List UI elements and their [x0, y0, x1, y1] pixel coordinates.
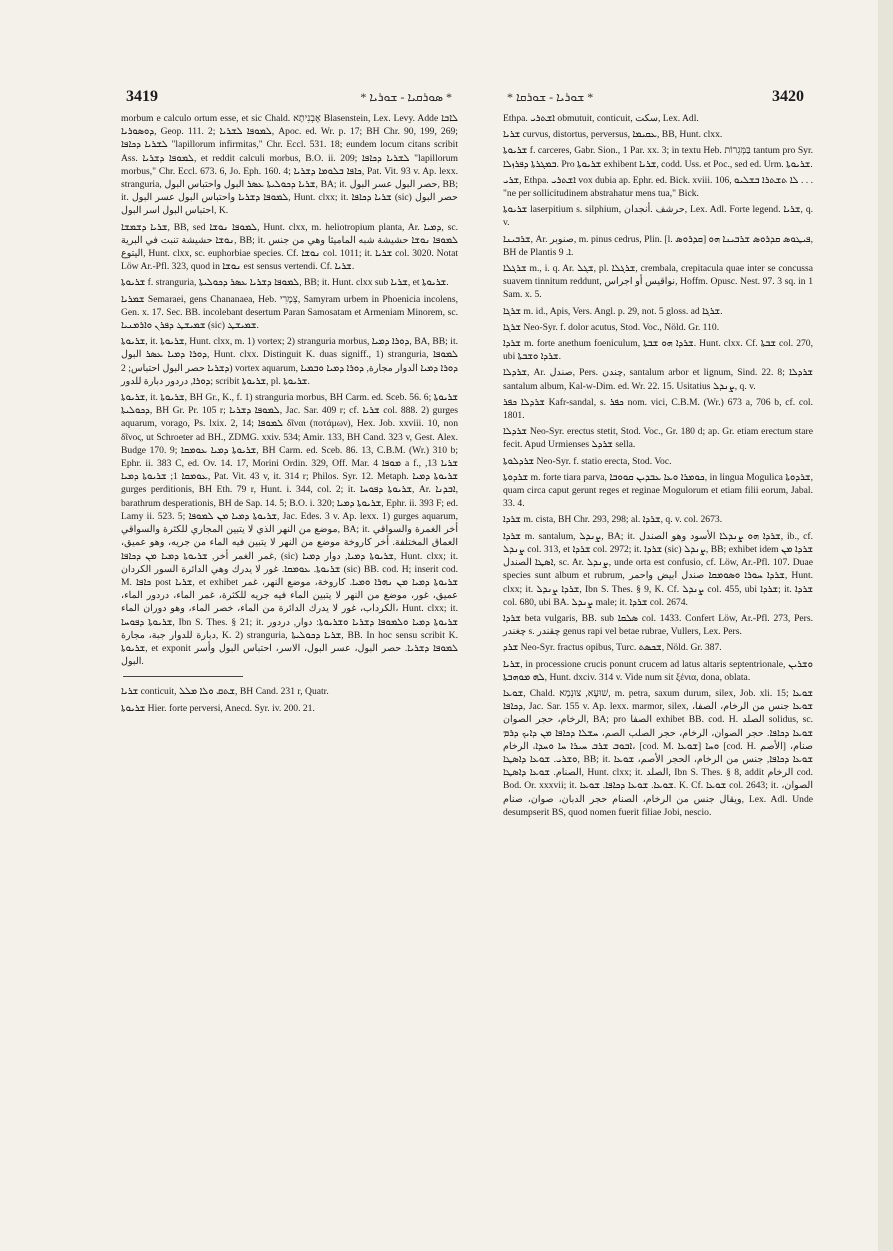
entry: ܫܪܕܠܐ Neo-Syr. erectus stetit, Stod. Voc., Gr. 180 d; ap. Gr. etiam erectum stare fecit. Apud Urmienses ܫܪܕܠ sella. [503, 426, 813, 451]
entry: ܫܪܕܐ m. cista, BH Chr. 293, 298; al. ܫܪܕܐ, q. v. col. 2673. [503, 514, 723, 526]
page-edge [878, 0, 893, 1251]
entry: ܫܪܝܐ ܕܫܡܫܐ, BB, sed ܠܡܘܦܐ ܢܘܫܐ, Hunt. clxx, m. heliotropium planta, Ar. ܕܡܝܐ, sc. ܢܘܫܐ حشيشة تنبت في البرية, BB; it. ܠܡܘܦܐ ܢܘܫܐ حشيشة شبه الماميثا وهي من جنس اليتوع, Hunt. clxx, sc. euphorbiae species. Cf. ܢܘܫܐ col. 1011; it. ܫܪܝܐ col. 3020. Notat Löw Ar.-Pfl. 323, quod in ܢܘܫܐ est sensus vertendi. Cf. ܫܪܝܐ. [121, 221, 458, 273]
entry: ܫܪܝܐ, in processione crucis ponunt crucem ad latus altaris septentrionale, ܘܫܪܝܢ ܠܗ ܡܘܗܒܬܐ, Hunt. dxciv. 314 v. Vide num sit ξένια, dona, oblata. [503, 658, 813, 683]
entry: ܫܪܝܘܬܐ f. carceres, Gabr. Sion., 1 Par. xx. 3; in textu Heb. בַּמְּגֵרוֹת tantum pro Syr. ܒܡܓܪܬܐ ܕܦܪܙܠܐ. Pro ܫܪܝܘܬܐ exhibent ܫܪܝܐ, codd. Uss. et Poc., sed ed. Urm. ܫܪܝܘܬܐ. [503, 145, 814, 170]
entry: ܫܪܕܠܐ ܟܦܪ Kafr-sandal, s. ܟܦܪ nom. vici, C.B.M. (Wr.) 673 a, 706 b, cf. col. 1801. [503, 396, 813, 422]
right-column [503, 112, 813, 822]
entry: morbum e calculo ortum esse, et sic Chald. אֶבְנִיתָא Blasenstein, Lex. Levy. Adde ܠܐܒܐ ܕܘܣܘܪܝܐ, Geop. 111. 2; ܠܡܘܦܐ ܠܫܪܝܐ, Apoc. ed. Wr. p. 17; BH Chr. 90, 199, 269; ܠܫܪܝܐ ܕܟܐܦܐ "lapillorum infirmitas," Chr. Eccl. 531. 18; eundem locum citans scribit Ass. ܠܡܘܦܐ ܕܫܪܝܐ, et reddit calculi morbus, B.O. ii. 209; ܠܫܪܝܐ ܕܟܐܦܐ "lapillorum morbus," Chr. Eccl. 673. 6, Jo. Eph. 160. 4; ܟܐܦܐ ܒܠܘܡܐ ܕܫܪܝܐ, Pat. Vit. 93 v. Ap. lexx. stranguria, ܫܪܝܐ ܕܟܘܠܝܬܐ ܥܣܪ البول واحتباس البول, BA; it. حصر البول عسر البول, BB; it. ܠܡܘܦܐ ܕܫܪܝܐ واحتباس البول عسر البول, Hunt. clxx; it. ܫܪܝܐ ܕܟܐܦܐ (sic) حصر البول احتباس البول اسر البول, K. [121, 113, 459, 217]
entry: ܫܡܪܝܐ Semaraei, gens Chananaea, Heb. צְמָרִי, Samyram urbem in Phoenicia incolens, Gen. x. 17. Sec. BB. incolebant desertum Paran Samosatam et Armeniam Minorem, sc. ܫܡܝܫܛ ܕܦܪܢ ܘܐܪܡܢܝܐ (sic) ܫܡܝܫܛ. [121, 293, 458, 332]
entry: ܫܪܓܠܐ m., i. q. Ar. ܫܓܠ, pl. ܫܪܓܠܐ, crembala, crepitacula quae inter se concussa suavem tinnitum reddunt, نواقيس أو اجراس, Hoffm. Opusc. Nest. 97. 3 sq. in 1 Sam. x. 5. [503, 263, 814, 301]
right-running-title: * ܫܘܪܝܐ - ܫܘܪܩܐ * [507, 89, 594, 104]
entry: ܫܪܒܝܢܐ, Ar. صنوبر, m. pinus cedrus, Plin. [l. ܩܕܪܘܣ] ܦܝܛܘܣ ܩܕܪܘܣ ܫܪܒܝܢܐ ܗܘ, BH de Plantis ܐ. 9. [503, 233, 814, 258]
left-running-title: * ܣܘܪܩܝܐ - ܫܘܪܝܐ * [360, 89, 452, 104]
entry: ܫܪܝܘܬܐ, it. ܫܪܝܘܬܐ, Hunt. clxx, m. 1) vortex; 2) stranguria morbus, ܕܘܪܐ ܕܡܝܐ, BA, BB; it. ܕܘܪܐ ܕܡܝܐ ܥܣܪ البول, Hunt. clxx. Distinguit K. duas signiff., 1) stranguria, ܠܡܘܦܐ ܕܫܪܝܐ حصر البول احتباس; 2) vortex aquarum, ܕܘܪܐ ܕܡܝܐ الدوار مجارة, ܕܘܪܐ ܕܡܝܐ ܘܒܡܝܐ ܕܘܪܐ, دردور دبارة للدور; scribit ܫܪܝܘܬܐ, pl. ܫܪܝܘܬܐ. [121, 336, 459, 387]
entry: ܫܪܕܐ m. forte anethum foeniculum, ܫܪܕܐ ܗܘ ܫܒܬܐ. Hunt. clxx. Cf. ܫܒܬܐ col. 270, ubi ܫܪܕܐ ܘܫܒܬܐ. [503, 338, 813, 363]
left-column [121, 112, 458, 718]
left-page-header [126, 88, 452, 106]
entry: ܫܪܕ Neo-Syr. fractus opibus, Turc. ܫܟܣܬ, Nöld. Gr. 387. [503, 642, 722, 654]
section-divider [123, 676, 243, 677]
entry: ܫܪܕܐ beta vulgaris, BB. sub ܣܠܩܐ col. 1433. Confert Löw, Ar.-Pfl. 273, Pers. چغندر s. چقندر genus rapi vel betae rubrae, Vullers, Lex. Pers. [503, 612, 813, 638]
entry: ܫܘܥܐ, Chald. שׁוּעָא, צוּנְמָא, m. petra, saxum durum, silex, Job. xli. 15; ܫܘܥܐ ܕܟܐܦܐ, Jac. Sar. 155 v. Ap. lexx. marmor, silex, ܫܘܥܐ جنس من الرخام، الصفا، الرخام، حجر الصوان, BA; pro الصفا exhibet BB. cod. H. الصلد solidus, sc. ܫܘܥܐ ܕܟܐܦܐ. حجر الصوان، الرخام، حجر الصلب الصم، ܚܫܠܐ ܕܟܐܦܐ ܡܢ ܕܐܝܟ ܕܪܡ ܐܒܘܒ ܫܪܒ ܚܝܪܐ ܚܐ ܘܚܕܐ، الرخام، [cod. M. ܫܘܥܐ] ܘܚܐ [cod. H. الأصم] صنام، ܘܫܪܝ. ܫܘܥܐ ܕܐܣܛܐ, BB; it. ܫܘܥܐ ܕܟܐܦܐ, جنس من الرخام، الحجر الأصم، ܫܘܥܐ الصنام. ܫܘܥܐ ܕܐܣܛܐ, Hunt. clxx; it. الصلد, Ibn S. Thes. § 8, addit الرخام cod. Bod. Or. xxxvii; it. ܫܘܥܐ. ܫܘܥܐ ܕܟܐܦܐ. ܫܘܥܐ. K. Cf. ܫܘܥܐ col. 2643; it. الصوان، ويقال جنس من الرخام، الصنام حجر الدبان، صوان، صنام, Lex. Adl. Unde desumpserit BS, quod nomen fuerit filiae Jobi, nescio. [503, 687, 814, 818]
right-page-header [507, 88, 804, 106]
entry: ܫܪܕܠܐ, Ar. صندل, Pers. چندن, santalum arbor et lignum, Sind. 22. 8; ܫܪܕܠܐ santalum album, Kal-w-Dim. ed. Wr. 22. 15. Usitatius ܨܢܕܠ, q. v. [503, 367, 813, 392]
entry: ܫܪܝܘܬܐ Hier. forte perversi, Anecd. Syr. iv. 200. 21. [121, 702, 315, 714]
left-page-number: 3419 [126, 88, 158, 105]
entry: ܫܪܓܐ Neo-Syr. f. dolor acutus, Stod. Voc., Nöld. Gr. 110. [503, 321, 720, 333]
entry: ܫܪܝ, Ethpa. ܐܫܬܪܝ vox dubia ap. Ephr. ed. Bick. xviii. 106, ܠܐ ܬܫܬܪܐ ܒܫܠܝܘ . . . "ne per sollicitudinem abstrahatur mens tua," Bick. [503, 174, 813, 200]
entry: ܫܪܝܘܬܐ f. stranguria, ܠܡܘܦܐ ܕܫܪܝܐ ܥܣܪ ܕܟܘܠܝܬܐ, BB; it. Hunt. clxx sub ܫܪܝܐ, et ܫܪܝܘܬܐ. [121, 277, 449, 289]
entry: Ethpa. ܐܫܬܪܝ obmutuit, conticuit, سكت, Lex. Adl. [503, 113, 699, 124]
entry: ܫܪܕܘܬܐ m. forte tiara parva, ܟܘܡܪܐ ܘܥܐ ܥܒܕܝܢ ܩܘܘܒܐ, in lingua Mogulica ܫܪܕܘܬܐ, quam circa caput gerunt reges et reginae Mogulorum et etiam filii eorum, Jabal. 33. 4. [503, 471, 813, 510]
entry: ܫܪܝܐ curvus, distortus, perversus, ܥܩܝܡܐ, BB, Hunt. clxx. [503, 129, 723, 141]
entry: ܫܪܝܐ conticuit, ܫܬܩ ܘܠܐ ܡܠܠ, BH Cand. 231 r, Quatr. [121, 686, 329, 698]
entry: ܫܪܝܘܬܐ laserpitium s. silphium, حرشف .أنجدان, Lex. Adl. Forte legend. ܫܪܝܐ, q. v. [503, 204, 814, 229]
entry: ܫܪܕܠܘܬܐ Neo-Syr. f. statio erecta, Stod. Voc. [503, 455, 672, 467]
entry: ܫܪܝܘܬܐ, it. ܫܪܝܘܬܐ, BH Gr., K., f. 1) stranguria morbus, BH Carm. ed. Sceb. 56. 6; ܫܪܝܘܬܐ ܕܟܘܠܝܬܐ, BH Gr. Pr. 105 r; ܠܡܘܦܐ ܕܫܪܝܐ, Jac. Sar. 409 r; cf. ܫܪܝܐ col. 888. 2) gurges aquarum, vorago, Ps. lxix. 2, 14; ܠܡܘܦܐ δῖναι (ποτάμων), Hex. Job. xxviii. 10, non δῖνος, ut Schroeter ad BH., ZDMG. xxiv. 534; Amir. 133, BH Cand. 323 v, Gest. Alex. Budge 170. 9; ܫܪܝܘܬܐ ܕܡܝܐ ܥܘܡܩܐ, BH Carm. ed. Sceb. 86. 13, C.B.M. (Wr.) 310 b; Ephr. ii. 383 C, ed. Ov. 14. 17, Morini Ordin. 329, Off. Mar. ܡܘܦܐ 4 a f., ܫܪܝܐ 13, ܥܘܡܩܐ 1; ܫܪܝܘܬܐ ܕܡܝܐ, Pat. Vit. 43 v, it. 314 r; Philos. Syr. 12. Metaph. ܫܪܝܘܬܐ ܕܡܝܐ gurges perditionis, BH Eth. 79 r, Hunt. i. 344, col. 2; it. ܫܪܝܘܬܐ ܕܦܘܚܐ, Ar. ܐܒܕܢܐ, barathrum desperationis, BH de Sap. 14. 5; B.O. i. 320; ܫܪܝܘܬܐ ܕܡܝܐ, Ephr. ii. 393 F; ed. Lamy ii. 523. 5; ܫܪܝܘܬܐ ܕܡܝܐ ܡܢ ܠܡܘܦܐ, Jac. Edes. 3 v. Ap. lexx. 1) gurges aquarum, موضع من النهر الذي لا يتبين المجاري للكثرة والسواقي, BA; it. أخر الغمرة والسواقي العماق المختلفة. أخر كاروخة موضع من النهر لا يتبين فيه الماء من جريه، وهو عميق، غمر الغمر أخر, ܫܪܝܘܬܐ ܕܡܝܐ ܡܢ ܕܟܐܦܐ, (sic) ܫܪܝܘܬܐ ܕܡܝܐ, دوار ܕܡܝܐ, Hunt. clxx; it. ܫܪܝܘܬܐ. ܥܘܡܩܐ. غور لا يدرك وهي الدائرة السور الكردان (sic) BB. cod. H; inserit cod. M. ܟܐܦܐ post ܫܪܝܐ, et exhibet ܫܪܝܘܬܐ ܕܡܝܐ ܡܢ ܢܗܪܐ ܘܡܝܐ. كاروخة، موضع النهر، غمر عميق، غور، موضع من النهر لا يتبين الماء فيه جريه للكثرة، غمر الماء، دردور الماء، الكرداب، غور لا يدرك الدائرة من الماء، خصر الماء، وهو دوران الماء، Hunt. clxx; it. ܫܪܝܘܬܐ ܕܦܘܚܐ, Ibn S. Thes. § 21; it. ܫܪܝܘܬܐ ܕܡܝܐ ܘܠܡܘܦܐ ܕܫܪܝܐ ܘܫܪܝܘܬܐ: دوار, دردور دبارة للدوار جبة، مجارة, K. 2) stranguria, ܫܪܝܐ ܕܟܘܠܝܬܐ, BB. In hoc sensu scribit K. ܫܪܝܘܬܐ, et exponit ܠܡܘܦܐ ܕܫܪܝܐ. حصر البول، عسر البول، الاسر، احتباس البول وأسر البول. [121, 392, 459, 668]
entry: ܫܪܕܐ m. santalum, ܨܢܕܠ, BA; it. ܫܪܕܐ ܗܘ ܨܢܕܠܐ الأسود وهو الصندل, ib., cf. ܨܢܕܠ col. 313, et ܫܪܕܐ col. 2972; it. ܫܪܕܐ (sic) ܨܢܕܠ, BB; exhibet idem ܫܪܕܐ ܡܢ ܐܣܛܐ الصندل, sc. Ar. ܨܢܕܠ, unde orta est confusio, cf. Löw, Ar.-Pfl. 107. Duae species sunt album et rubrum, ܫܪܕܐ ܚܘܪܐ ܘܣܘܡܩܐ صندل ابيض واحمر, Hunt. clxx; it. ܫܪܕܐ ܨܢܕܠ, Ibn S. Thes. § 9, K. Cf. ܨܢܕܠ col. 455, ubi ܫܪܕܐ; it. ܫܪܕܐ col. 680, ubi BA. ܨܢܕܠ male; it. ܫܪܕܐ col. 2674. [503, 530, 814, 608]
entry: ܫܪܓܐ m. id., Apis, Vers. Angl. p. 29, not. 5 gloss. ad ܫܪܓܐ. [503, 305, 723, 317]
right-page-number: 3420 [772, 88, 804, 105]
